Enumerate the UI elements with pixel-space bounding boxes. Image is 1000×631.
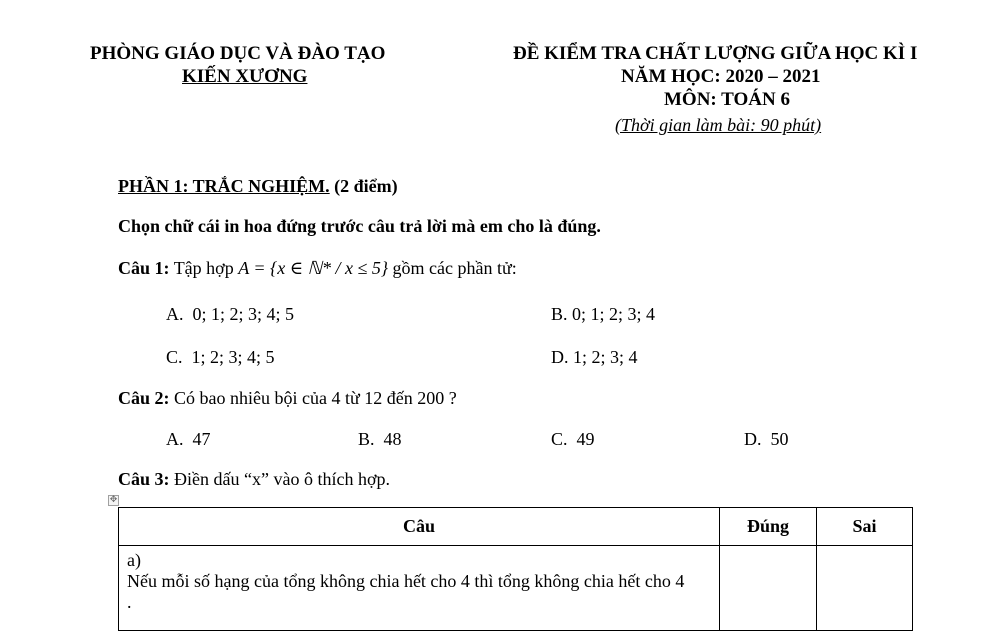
table-row	[119, 546, 913, 631]
question-3-label: Câu 3:	[118, 469, 170, 489]
part1-heading	[118, 175, 398, 197]
question-1-option-d[interactable]	[551, 346, 638, 368]
question-3-text: Điền dấu “x” vào ô thích hợp.	[169, 469, 390, 489]
question-1-option-a[interactable]	[166, 303, 294, 325]
statement-cell	[119, 546, 720, 631]
question-1-option-c[interactable]	[166, 346, 275, 368]
header-statement: Câu	[119, 508, 720, 546]
false-answer-cell[interactable]	[817, 546, 913, 631]
district-name: KIẾN XƯƠNG	[182, 66, 308, 87]
question-2-option-b[interactable]	[358, 428, 402, 450]
question-1-set-notation: A = {x ∈ ℕ* / x ≤ 5}	[238, 258, 389, 278]
school-year: NĂM HỌC: 2020 – 2021	[621, 66, 821, 87]
statement-text: Nếu mỗi số hạng của tổng không chia hết cho 4 thì tổng không chia hết cho 4 .	[127, 571, 685, 612]
table-move-handle-icon[interactable]: ✥	[109, 495, 118, 505]
part1-points: (2 điểm)	[329, 176, 398, 196]
time-limit: (Thời gian làm bài: 90 phút)	[615, 115, 822, 135]
option-value: 48	[383, 429, 402, 449]
option-letter: C.	[166, 347, 183, 367]
option-letter: C.	[551, 429, 568, 449]
question-2-text: Có bao nhiêu bội của 4 từ 12 đến 200 ?	[169, 388, 457, 408]
true-false-table	[118, 507, 913, 631]
option-value: 50	[770, 429, 789, 449]
option-value: 0; 1; 2; 3; 4	[572, 304, 656, 324]
statement-label: a)	[127, 550, 141, 570]
option-letter: D.	[551, 347, 569, 367]
option-value: 49	[576, 429, 595, 449]
question-1-option-b[interactable]	[551, 303, 655, 325]
question-2-label: Câu 2:	[118, 388, 170, 408]
subject: MÔN: TOÁN 6	[664, 89, 790, 110]
option-value: 1; 2; 3; 4; 5	[191, 347, 275, 367]
part1-title: PHẦN 1: TRẮC NGHIỆM.	[118, 176, 330, 196]
table-header-row	[119, 508, 913, 546]
option-value: 47	[192, 429, 211, 449]
header-false: Sai	[817, 508, 913, 546]
question-1	[118, 257, 517, 279]
question-3	[118, 468, 390, 490]
option-letter: A.	[166, 304, 184, 324]
option-letter: D.	[744, 429, 762, 449]
option-value: 1; 2; 3; 4	[573, 347, 638, 367]
option-letter: B.	[551, 304, 568, 324]
option-letter: B.	[358, 429, 375, 449]
option-value: 0; 1; 2; 3; 4; 5	[192, 304, 295, 324]
header-true: Đúng	[720, 508, 817, 546]
question-2-option-d[interactable]	[744, 428, 789, 450]
question-1-label: Câu 1:	[118, 258, 170, 278]
part1-instruction: Chọn chữ cái in hoa đứng trước câu trả lời mà em cho là đúng.	[118, 216, 601, 236]
department-name: PHÒNG GIÁO DỤC VÀ ĐÀO TẠO	[90, 43, 386, 64]
question-1-text-before: Tập hợp	[169, 258, 239, 278]
true-answer-cell[interactable]	[720, 546, 817, 631]
option-letter: A.	[166, 429, 184, 449]
question-2	[118, 387, 457, 409]
question-2-option-c[interactable]	[551, 428, 595, 450]
exam-title: ĐỀ KIỂM TRA CHẤT LƯỢNG GIỮA HỌC KÌ I	[513, 43, 918, 64]
question-1-text-after: gồm các phần tử:	[388, 258, 517, 278]
question-2-option-a[interactable]	[166, 428, 211, 450]
